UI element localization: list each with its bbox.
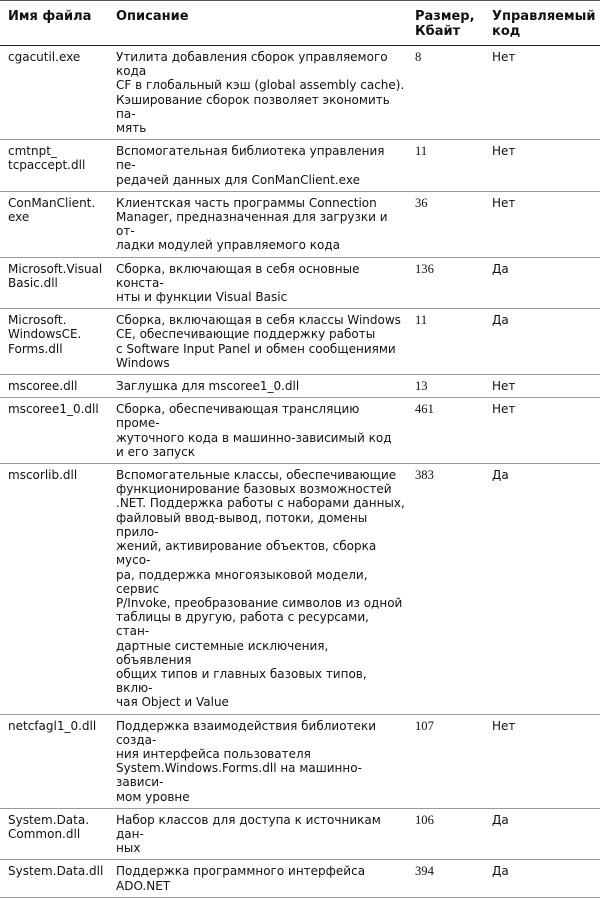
header-managed-code: Управляемый код bbox=[484, 1, 600, 46]
description-cell: Клиентская часть программы Connection Manager, предназначенная для загрузки и от- ладки модулей управляемого кода bbox=[108, 191, 407, 257]
header-size: Размер, Кбайт bbox=[407, 1, 484, 46]
managed-cell: Нет bbox=[484, 46, 600, 140]
file-name-cell: mscorlib.dll bbox=[0, 464, 108, 714]
managed-cell: Да bbox=[484, 309, 600, 375]
description-cell: Сборка, включающая в себя классы Windows CE, обеспечивающие поддержку работы с Software Input Panel и обмен сообщениями Windows bbox=[108, 309, 407, 375]
table-row bbox=[0, 860, 600, 897]
managed-cell: Да bbox=[484, 808, 600, 860]
description-cell: Поддержка взаимодействия библиотеки созда- ния интерфейса пользователя System.Windows.Forms.dll на машинно-зависи- мом уровне bbox=[108, 714, 407, 808]
file-name-cell: mscoree1_0.dll bbox=[0, 398, 108, 464]
table-row bbox=[0, 309, 600, 375]
table-row bbox=[0, 464, 600, 714]
header-file-name: Имя файла bbox=[0, 1, 108, 46]
managed-cell: Нет bbox=[484, 375, 600, 398]
size-cell: 13 bbox=[407, 375, 484, 398]
managed-cell: Да bbox=[484, 257, 600, 309]
description-cell: Утилита добавления сборок управляемого кода CF в глобальный кэш (global assembly cache). Кэширование сборок позволяет экономить па- мять bbox=[108, 46, 407, 140]
table-row bbox=[0, 257, 600, 309]
managed-cell: Да bbox=[484, 464, 600, 714]
description-cell: Вспомогательные классы, обеспечивающие функционирование базовых возможностей .NET. Поддержка работы с наборами данных, файловый ввод-вывод, потоки, домены прило- жений, активирование объектов, сборка мусо- ра, поддержка многоязыковой модели, сервис P/Invoke, преобразование символов из одной таблицы в другую, работа с ресурсами, стан- дартные системные исключения, объявления общих типов и главных базовых типов, вклю- чая Object и Value bbox=[108, 464, 407, 714]
size-cell: 106 bbox=[407, 808, 484, 860]
file-name-cell: cgacutil.exe bbox=[0, 46, 108, 140]
file-name-cell: System.Data. Common.dll bbox=[0, 808, 108, 860]
table-header bbox=[0, 1, 600, 46]
size-cell: 107 bbox=[407, 714, 484, 808]
table-row bbox=[0, 714, 600, 808]
size-cell: 8 bbox=[407, 46, 484, 140]
size-cell: 11 bbox=[407, 140, 484, 192]
size-cell: 11 bbox=[407, 309, 484, 375]
managed-cell: Нет bbox=[484, 714, 600, 808]
table-row bbox=[0, 375, 600, 398]
managed-cell: Нет bbox=[484, 140, 600, 192]
file-name-cell: netcfagl1_0.dll bbox=[0, 714, 108, 808]
header-row bbox=[0, 1, 600, 46]
description-cell: Сборка, обеспечивающая трансляцию проме- жуточного кода в машинно-зависимый код и его запуск bbox=[108, 398, 407, 464]
managed-cell: Нет bbox=[484, 398, 600, 464]
header-description: Описание bbox=[108, 1, 407, 46]
file-name-cell: System.Data.dll bbox=[0, 860, 108, 897]
table-row bbox=[0, 808, 600, 860]
table-row bbox=[0, 46, 600, 140]
size-cell: 383 bbox=[407, 464, 484, 714]
managed-cell: Да bbox=[484, 860, 600, 897]
size-cell: 394 bbox=[407, 860, 484, 897]
table-row bbox=[0, 140, 600, 192]
file-name-cell: mscoree.dll bbox=[0, 375, 108, 398]
table-body bbox=[0, 46, 600, 898]
table-row bbox=[0, 398, 600, 464]
size-cell: 136 bbox=[407, 257, 484, 309]
file-name-cell: cmtnpt_ tcpaccept.dll bbox=[0, 140, 108, 192]
size-cell: 36 bbox=[407, 191, 484, 257]
size-cell: 461 bbox=[407, 398, 484, 464]
file-name-cell: Microsoft. WindowsCE. Forms.dll bbox=[0, 309, 108, 375]
description-cell: Сборка, включающая в себя основные конста- нты и функции Visual Basic bbox=[108, 257, 407, 309]
file-name-cell: ConManClient. exe bbox=[0, 191, 108, 257]
description-cell: Набор классов для доступа к источникам дан- ных bbox=[108, 808, 407, 860]
description-cell: Заглушка для mscoree1_0.dll bbox=[108, 375, 407, 398]
table-row bbox=[0, 191, 600, 257]
description-cell: Поддержка программного интерфейса ADO.NET bbox=[108, 860, 407, 897]
file-name-cell: Microsoft.Visual Basic.dll bbox=[0, 257, 108, 309]
description-cell: Вспомогательная библиотека управления пе- редачей данных для ConManClient.exe bbox=[108, 140, 407, 192]
managed-cell: Нет bbox=[484, 191, 600, 257]
